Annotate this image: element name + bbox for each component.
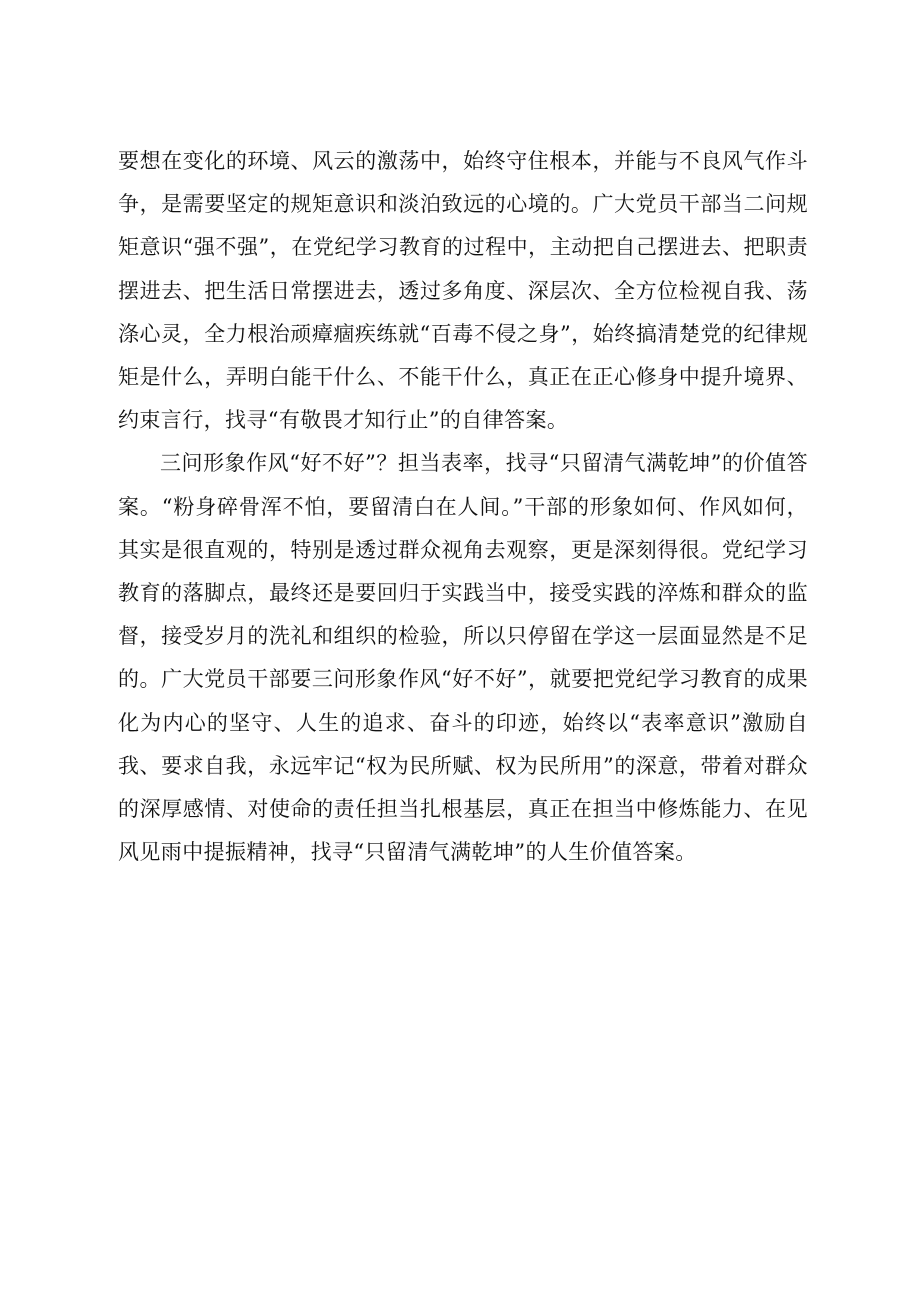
paragraph-1: 要想在变化的环境、风云的激荡中，始终守住根本，并能与不良风气作斗争，是需要坚定的规矩意识和淡泊致远的心境的。广大党员干部当二问规矩意识“强不强”，在党纪学习教育的过程中，主动把自己摆进去、把职责摆进去、把生活日常摆进去，透过多角度、深层次、全方位检视自我、荡涤心灵，全力根治顽瘴痼疾练就“百毒不侵之身”，始终搞清楚党的纪律规矩是什么，弄明白能干什么、不能干什么，真正在正心修身中提升境界、约束言行，找寻“有敬畏才知行止”的自律答案。 <box>118 149 808 433</box>
document-body <box>118 140 808 874</box>
paragraph-2: 三问形象作风“好不好”？担当表率，找寻“只留清气满乾坤”的价值答案。“粉身碎骨浑不怕，要留清白在人间。”干部的形象如何、作风如何，其实是很直观的，特别是透过群众视角去观察，更是深刻得很。党纪学习教育的落脚点，最终还是要回归于实践当中，接受实践的淬炼和群众的监督，接受岁月的洗礼和组织的检验，所以只停留在学这一层面显然是不足的。广大党员干部要三问形象作风“好不好”，就要把党纪学习教育的成果化为内心的坚守、人生的追求、奋斗的印迹，始终以“表率意识”激励自我、要求自我，永远牢记“权为民所赋、权为民所用”的深意，带着对群众的深厚感情、对使命的责任担当扎根基层，真正在担当中修炼能力、在见风见雨中提振精神，找寻“只留清气满乾坤”的人生价值答案。 <box>118 451 808 865</box>
